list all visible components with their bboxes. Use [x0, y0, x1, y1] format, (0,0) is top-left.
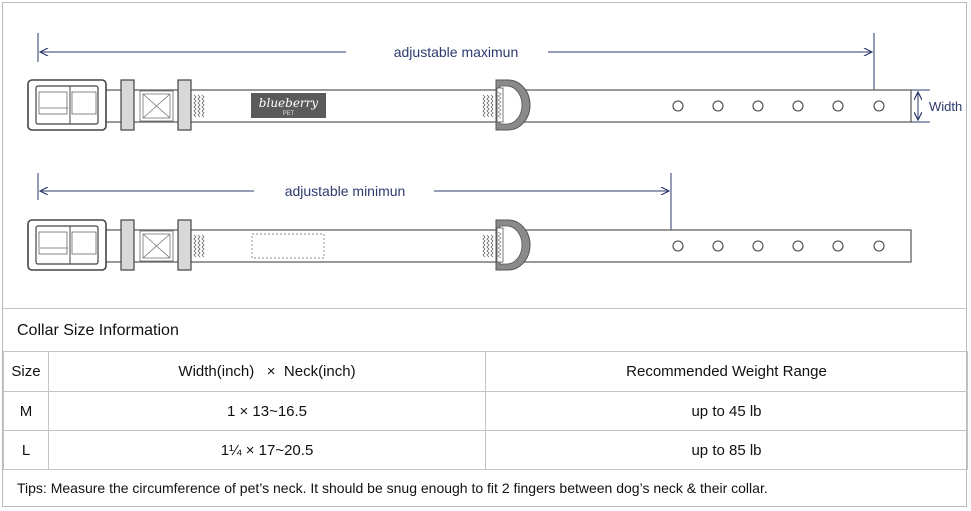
cell-weight: up to 45 lb: [486, 392, 968, 431]
keeper-loop: [121, 80, 134, 130]
size-info-section: [3, 308, 967, 507]
svg-text:blueberry: blueberry: [258, 96, 319, 110]
cell-dims: 1 × 13~16.5: [49, 392, 486, 431]
cell-dims: 1¼ × 17~20.5: [49, 431, 486, 470]
size-table: [3, 351, 968, 470]
keeper-loop: [178, 80, 191, 130]
width-label: Width: [929, 99, 963, 114]
buckle-icon: [28, 80, 106, 130]
keeper-loop: [121, 220, 134, 270]
header-weight: Recommended Weight Range: [486, 352, 968, 392]
buckle-icon: [28, 220, 106, 270]
header-width-neck: Width(inch) × Neck(inch): [49, 352, 486, 392]
table-row: [4, 431, 968, 470]
table-row: [4, 392, 968, 431]
table-header-row: [4, 352, 968, 392]
header-size: Size: [4, 352, 49, 392]
size-info-title: Collar Size Information: [3, 308, 967, 351]
collar-max: [28, 80, 962, 130]
svg-text:PET: PET: [282, 111, 295, 117]
collar-min: [28, 220, 911, 270]
cell-size: L: [4, 431, 49, 470]
min-dimension-label: adjustable minimun: [284, 183, 406, 199]
max-dimension-label: adjustable maximun: [393, 44, 519, 60]
stitch-patch: [140, 231, 173, 261]
cell-size: M: [4, 392, 49, 431]
stitch-patch: [140, 91, 173, 121]
width-dimension: [911, 90, 962, 122]
logo-placeholder: [252, 234, 324, 258]
cell-weight: up to 85 lb: [486, 431, 968, 470]
tips-text: Tips: Measure the circumference of pet’s neck. It should be snug enough to fit 2 fingers between dog’s neck & their collar.: [17, 480, 768, 496]
keeper-loop: [178, 220, 191, 270]
brand-logo: [251, 93, 326, 118]
